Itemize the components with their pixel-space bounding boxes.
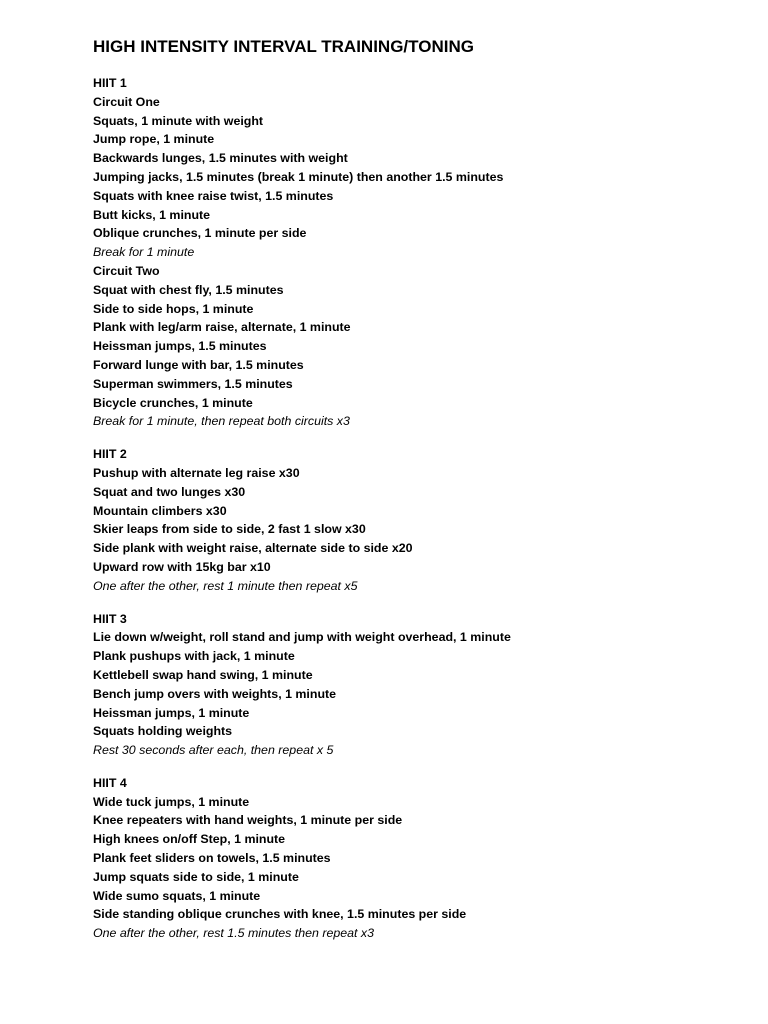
exercise-line: Bicycle crunches, 1 minute xyxy=(93,395,253,410)
exercise-line: Squats with knee raise twist, 1.5 minutes xyxy=(93,188,334,203)
exercise-line: Jump squats side to side, 1 minute xyxy=(93,869,299,884)
exercise-line: Skier leaps from side to side, 2 fast 1 slow x30 xyxy=(93,522,366,537)
exercise-line: Jumping jacks, 1.5 minutes (break 1 minute) then another 1.5 minutes xyxy=(93,169,504,184)
exercise-line: High knees on/off Step, 1 minute xyxy=(93,832,286,847)
exercise-line: Lie down w/weight, roll stand and jump with weight overhead, 1 minute xyxy=(93,630,511,645)
section-heading: Circuit One xyxy=(93,94,160,109)
exercise-line: Heissman jumps, 1 minute xyxy=(93,705,250,720)
exercise-line: Forward lunge with bar, 1.5 minutes xyxy=(93,357,304,372)
exercise-line: Squat and two lunges x30 xyxy=(93,484,246,499)
exercise-line: Oblique crunches, 1 minute per side xyxy=(93,226,307,241)
section-heading: HIIT 2 xyxy=(93,447,127,462)
exercise-line: Butt kicks, 1 minute xyxy=(93,207,211,222)
exercise-line: Squats, 1 minute with weight xyxy=(93,113,264,128)
section-heading: HIIT 4 xyxy=(93,775,127,790)
exercise-line: Wide tuck jumps, 1 minute xyxy=(93,794,250,809)
exercise-line: Backwards lunges, 1.5 minutes with weight xyxy=(93,151,348,166)
exercise-line: Superman swimmers, 1.5 minutes xyxy=(93,376,293,391)
exercise-line: Pushup with alternate leg raise x30 xyxy=(93,465,300,480)
exercise-line: Side plank with weight raise, alternate side to side x20 xyxy=(93,541,413,556)
section-heading: Circuit Two xyxy=(93,263,160,278)
exercise-line: Plank with leg/arm raise, alternate, 1 minute xyxy=(93,320,351,335)
exercise-line: Upward row with 15kg bar x10 xyxy=(93,559,271,574)
exercise-line: Wide sumo squats, 1 minute xyxy=(93,888,261,903)
exercise-line: Squat with chest fly, 1.5 minutes xyxy=(93,282,284,297)
workout-section xyxy=(93,610,743,760)
workout-sections xyxy=(93,74,743,943)
exercise-line: Side standing oblique crunches with knee, 1.5 minutes per side xyxy=(93,907,467,922)
instruction-note: One after the other, rest 1 minute then repeat x5 xyxy=(93,578,358,593)
exercise-line: Heissman jumps, 1.5 minutes xyxy=(93,339,267,354)
workout-section xyxy=(93,445,743,595)
document-title: HIGH INTENSITY INTERVAL TRAINING/TONING xyxy=(93,37,474,56)
document-page xyxy=(93,36,743,957)
exercise-line: Plank pushups with jack, 1 minute xyxy=(93,649,295,664)
exercise-line: Kettlebell swap hand swing, 1 minute xyxy=(93,667,313,682)
exercise-line: Mountain climbers x30 xyxy=(93,503,227,518)
instruction-note: Break for 1 minute xyxy=(93,245,195,260)
section-heading: HIIT 3 xyxy=(93,611,127,626)
workout-section xyxy=(93,74,743,431)
exercise-line: Squats holding weights xyxy=(93,724,233,739)
section-heading: HIIT 1 xyxy=(93,76,127,90)
exercise-line: Plank feet sliders on towels, 1.5 minutes xyxy=(93,851,331,866)
exercise-line: Side to side hops, 1 minute xyxy=(93,301,254,316)
instruction-note: Rest 30 seconds after each, then repeat x 5 xyxy=(93,743,334,758)
instruction-note: One after the other, rest 1.5 minutes then repeat x3 xyxy=(93,926,375,941)
exercise-line: Jump rope, 1 minute xyxy=(93,132,215,147)
exercise-line: Knee repeaters with hand weights, 1 minute per side xyxy=(93,813,403,828)
exercise-line: Bench jump overs with weights, 1 minute xyxy=(93,686,337,701)
workout-section xyxy=(93,774,743,943)
instruction-note: Break for 1 minute, then repeat both circuits x3 xyxy=(93,414,350,429)
